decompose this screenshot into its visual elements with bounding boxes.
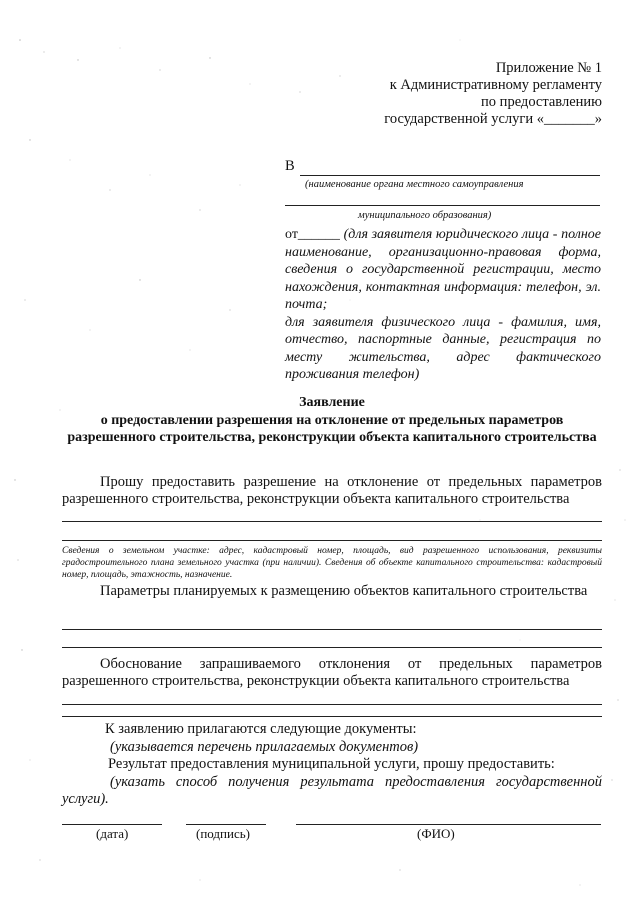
- land-plot-note: Сведения о земельном участке: адрес, кадастровый номер, площадь, вид разрешенного использования, реквизиты градостроительного плана земельного участка (при наличии). Сведения об объекте капитального строительства: кадастровый номер, площадь, этажность, назначение.: [62, 546, 602, 580]
- applicant-from-prefix: от______: [285, 227, 340, 242]
- signature-line: [186, 824, 266, 825]
- justification-text: Обоснование запрашиваемого отклонения от предельных параметров разрешенного строительства, реконструкции объекта капитального строительства: [62, 656, 602, 689]
- document-title: [62, 394, 602, 447]
- applicant-individual-description: для заявителя физического лица - фамилия, имя, отчество, паспортные данные, регистрация по месту жительства, адрес фактического проживания телефон): [285, 314, 601, 382]
- parameters-line-1: [62, 629, 602, 630]
- appendix-line-4: государственной услуги «_______»: [384, 111, 602, 127]
- request-line-2: [62, 540, 602, 541]
- appendix-line-3: по предоставлению: [481, 94, 602, 110]
- name-line: [296, 824, 601, 825]
- result-line: Результат предоставления муниципальной услуги, прошу предоставить:: [108, 756, 555, 772]
- parameters-line-2: [62, 647, 602, 648]
- request-text: Прошу предоставить разрешение на отклонение от предельных параметров разрешенного строительства, реконструкции объекта капитального строительства: [62, 474, 602, 507]
- appendix-line-1: Приложение № 1: [495, 60, 602, 76]
- date-line: [62, 824, 162, 825]
- applicant-block: [285, 226, 601, 384]
- signature-label: (подпись): [196, 826, 250, 841]
- parameters-text: Параметры планируемых к размещению объектов капитального строительства: [100, 583, 588, 599]
- recipient-line: [300, 175, 600, 176]
- recipient-line-2: [285, 205, 600, 206]
- attachments-line-1: К заявлению прилагаются следующие документы:: [105, 721, 417, 737]
- attachments-line-2: (указывается перечень прилагаемых документов): [110, 739, 419, 755]
- title-word: Заявление: [299, 395, 365, 410]
- justification-line-1: [62, 704, 602, 705]
- result-method-line: (указать способ получения результата предоставления государственной услуги).: [62, 774, 602, 807]
- recipient-hint-1: (наименование органа местного самоуправления: [305, 179, 524, 190]
- applicant-legal-description: (для заявителя юридического лица - полное наименование, организационно-правовая форма, сведения о государственной регистрации, место нахождения, контактная информация: телефон, эл. почта;: [285, 227, 602, 312]
- justification-line-2: [62, 716, 602, 717]
- request-line-1: [62, 521, 602, 522]
- title-subject: о предоставлении разрешения на отклонение от предельных параметров разрешенного строительства, реконструкции объекта капитального строительства: [67, 412, 597, 445]
- recipient-hint-2: муниципального образования): [358, 210, 492, 221]
- appendix-header: [372, 60, 602, 128]
- name-label: (ФИО): [417, 826, 455, 841]
- recipient-prefix: В: [285, 158, 295, 174]
- date-label: (дата): [96, 826, 129, 841]
- appendix-line-2: к Административному регламенту: [389, 77, 602, 93]
